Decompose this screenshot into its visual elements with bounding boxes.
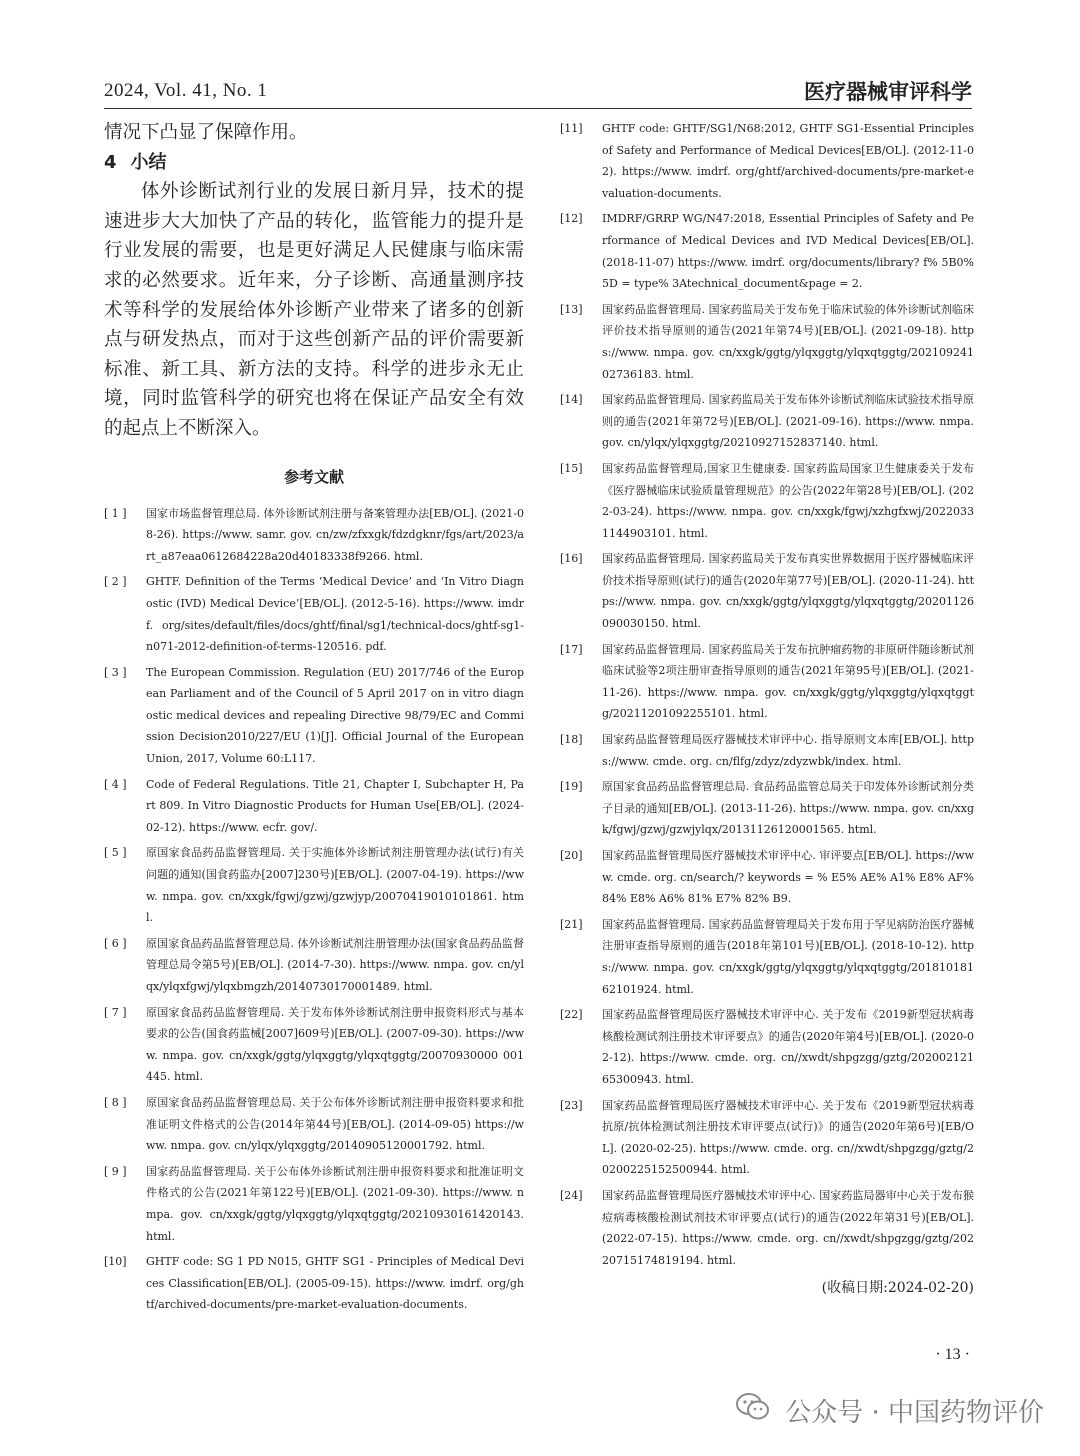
reference-text: IMDRF/GRRP WG/N47:2018, Essential Principles of Safety and Performance of Medical Devices and IVD Medical Devices[EB/OL]. (2018-11-07) https://www. imdrf. org/documents/library? f% 5B0% 5D = type% 3Atechnical_document&page = 2. <box>602 212 974 291</box>
reference-number: [ 8 ] <box>104 1095 127 1109</box>
journal-name: 医疗器械审评科学 <box>804 80 972 104</box>
reference-text: GHTF code: SG 1 PD N015, GHTF SG1 - Principles of Medical Devices Classification[EB/OL]. (2005-09-15). https://www. imdrf. org/ghtf/archived-documents/pre-market-evaluation-documents. <box>146 1255 524 1312</box>
references-list-left <box>104 503 524 1316</box>
continuation-text: 情况下凸显了保障作用。 <box>104 122 308 143</box>
summary-paragraph: 体外诊断试剂行业的发展日新月异，技术的提速进步大大加快了产品的转化，监管能力的提升是行业发展的需要，也是更好满足人民健康与临床需求的必然要求。近年来，分子诊断、高通量测序技术等科学的发展给体外诊断产业带来了诸多的创新点与研发热点，而对于这些创新产品的评价需要新标准、新工具、新方法的支持。科学的进步永无止境，同时监管科学的研究也将在保证产品安全有效的起点上不断深入。 <box>104 181 524 439</box>
reference-item <box>104 1002 524 1088</box>
reference-text: 原国家食品药品监督管理总局. 体外诊断试剂注册管理办法(国家食品药品监督管理总局令第5号)[EB/OL]. (2014-7-30). https://www. nmpa. gov. cn/ylqx/ylqxfgwj/ylqxbmgzh/20140730170001489. html. <box>146 936 524 993</box>
watermark <box>735 1392 1044 1429</box>
reference-number: [ 6 ] <box>104 936 127 950</box>
reference-number: [17] <box>560 642 583 656</box>
reference-text: 国家药品监督管理局医疗器械技术审评中心. 关于发布《2019新型冠状病毒核酸检测试剂注册技术审评要点》的通告(2020年第4号)[EB/OL]. (2020-02-12). https://www. cmde. org. cn//xwdt/shpgzgg/gztg/20200212165300943. html. <box>602 1008 974 1086</box>
journal-issue: 2024, Vol. 41, No. 1 <box>104 80 268 101</box>
reference-item <box>560 548 974 634</box>
reference-item <box>560 389 974 454</box>
reference-text: 国家药品监督管理局医疗器械技术审评中心. 关于发布《2019新型冠状病毒抗原/抗体检测试剂注册技术审评要点(试行)》的通告(2020年第6号)[EB/OL]. (2020-02-25). https://www. cmde. org. cn//xwdt/shpgzgg/gztg/20200225152500944. html. <box>602 1098 974 1177</box>
section-number: 4 <box>104 151 117 173</box>
references-title: 参考文献 <box>283 467 344 486</box>
wechat-icon <box>735 1392 771 1429</box>
reference-item <box>104 1251 524 1316</box>
reference-number: [12] <box>560 212 583 226</box>
left-column <box>104 118 524 1320</box>
reference-item <box>560 639 974 725</box>
reference-number: [ 4 ] <box>104 777 127 791</box>
reference-item <box>104 774 524 839</box>
reference-text: The European Commission. Regulation (EU) 2017/746 of the European Parliament and of the Council of 5 April 2017 on in vitro diagnostic medical devices and repealing Directive 98/79/EC and Commission Decision2010/227/EU (1)[J]. Official Journal of the European Union, 2017, Volume 60:L117. <box>146 665 524 766</box>
reference-text: GHTF code: GHTF/SG1/N68:2012, GHTF SG1-Essential Principles of Safety and Performance of Medical Devices[EB/OL]. (2012-11-02). https://www. imdrf. org/ghtf/archived-documents/pre-market-evaluation-documents. <box>602 122 974 200</box>
references-list-right <box>560 118 974 1271</box>
reference-text: 国家药品监督管理局. 关于公布体外诊断试剂注册申报资料要求和批准证明文件格式的公告(2021年第122号)[EB/OL]. (2021-09-30). https://www. nmpa. gov. cn/xxgk/ggtg/ylqxggtg/ylqxqtggtg/20210930161420143. html. <box>146 1164 524 1243</box>
reference-item <box>560 299 974 385</box>
section-title: 小结 <box>130 151 167 173</box>
reference-number: [18] <box>560 733 583 747</box>
reference-number: [ 9 ] <box>104 1164 127 1178</box>
reference-item <box>560 208 974 294</box>
reference-number: [15] <box>560 461 583 475</box>
reference-item <box>104 933 524 998</box>
right-column <box>560 118 974 1297</box>
reference-number: [16] <box>560 552 583 566</box>
reference-item <box>560 1095 974 1181</box>
reference-text: 原国家食品药品监督管理局. 关于实施体外诊断试剂注册管理办法(试行)有关问题的通知(国食药监办[2007]230号)[EB/OL]. (2007-04-19). https://www. nmpa. gov. cn/xxgk/fgwj/gzwj/gzwjyp/20070419010101861. html. <box>146 846 524 925</box>
reference-text: 原国家食品药品监督管理总局. 食品药品监管总局关于印发体外诊断试剂分类子目录的通知[EB/OL]. (2013-11-26). https://www. nmpa. gov. cn/xxgk/fgwj/gzwj/gzwjylqx/20131126120001565. html. <box>602 780 974 837</box>
reference-item <box>560 845 974 910</box>
section-heading <box>104 148 524 178</box>
reference-number: [21] <box>560 917 583 931</box>
reference-number: [ 7 ] <box>104 1005 127 1019</box>
reference-text: 原国家食品药品监督管理总局. 关于公布体外诊断试剂注册申报资料要求和批准证明文件格式的公告(2014年第44号)[EB/OL]. (2014-09-05) https://www. nmpa. gov. cn/ylqx/ylqxggtg/20140905120001792. html. <box>146 1095 524 1153</box>
reference-number: [11] <box>560 122 583 135</box>
reference-text: 国家药品监督管理局. 国家药监局关于发布免于临床试验的体外诊断试剂临床评价技术指导原则的通告(2021年第74号)[EB/OL]. (2021-09-18). https://www. nmpa. gov. cn/xxgk/ggtg/ylqxggtg/ylqxqtggtg/20210924102736183. html. <box>602 302 974 381</box>
reference-item <box>560 776 974 841</box>
reference-text: 国家药品监督管理局. 国家药监局关于发布体外诊断试剂临床试验技术指导原则的通告(2021年第72号)[EB/OL]. (2021-09-16). https://www. nmpa. gov. cn/ylqx/ylqxggtg/20210927152837140. html. <box>602 393 974 450</box>
reference-number: [ 2 ] <box>104 575 127 589</box>
reference-number: [24] <box>560 1188 583 1202</box>
reference-number: [23] <box>560 1098 583 1112</box>
reference-item <box>104 571 524 657</box>
reference-text: 国家药品监督管理局. 国家药监局关于发布真实世界数据用于医疗器械临床评价技术指导原则(试行)的通告(2020年第77号)[EB/OL]. (2020-11-24). https://www. nmpa. gov. cn/xxgk/ggtg/ylqxggtg/ylqxqtggtg/20201126090030150. html. <box>602 552 974 631</box>
reference-text: 国家药品监督管理局医疗器械技术审评中心. 国家药监局器审中心关于发布猴痘病毒核酸检测试剂技术审评要点(试行)的通告(2022年第31号)[EB/OL]. (2022-07-15). https://www. cmde. org. cn//xwdt/shpgzgg/gztg/20220715174819194. html. <box>602 1188 974 1267</box>
reference-text: GHTF. Definition of the Terms ‘Medical Device’ and ‘In Vitro Diagnostic (IVD) Medical Device’[EB/OL]. (2012-5-16). https://www. imdrf. org/sites/default/files/docs/ghtf/final/sg1/technical-docs/ghtf-sg1-n071-2012-definition-of-terms-120516. pdf. <box>146 575 524 654</box>
reference-text: 国家药品监督管理局医疗器械技术审评中心. 审评要点[EB/OL]. https://www. cmde. org. cn/search/? keywords = % E5% AE% A1% E8% AF% 84% E8% A6% 81% E7% 82% B9. <box>602 849 974 906</box>
reference-text: 国家药品监督管理局. 国家药监局关于发布抗肿瘤药物的非原研伴随诊断试剂临床试验等2项注册审查指导原则的通告(2021年第95号)[EB/OL]. (2021-11-26). https://www. nmpa. gov. cn/xxgk/ggtg/ylqxggtg/ylqxqtggtg/20211201092255101. html. <box>602 642 974 721</box>
reference-item <box>560 729 974 772</box>
reference-number: [19] <box>560 780 583 794</box>
reference-text: Code of Federal Regulations. Title 21, Chapter I, Subchapter H, Part 809. In Vitro Diagnostic Products for Human Use[EB/OL]. (2024-02-12). https://www. ecfr. gov/. <box>146 777 524 834</box>
watermark-text: 公众号 · 中国药物评价 <box>785 1398 1044 1428</box>
header-divider <box>104 108 972 109</box>
reference-text: 国家市场监督管理总局. 体外诊断试剂注册与备案管理办法[EB/OL]. (2021-08-26). https://www. samr. gov. cn/zw/zfxxgk/fdzdgknr/fgs/art/2023/art_a87eaa0612684228a20d40183338f9266. html. <box>146 506 524 563</box>
reference-item <box>104 1092 524 1157</box>
reference-item <box>560 1185 974 1271</box>
page-number: · 13 · <box>935 1346 970 1363</box>
reference-item <box>104 662 524 770</box>
reference-text: 原国家食品药品监督管理局. 关于发布体外诊断试剂注册申报资料形式与基本要求的公告(国食药监械[2007]609号)[EB/OL]. (2007-09-30). https://www. nmpa. gov. cn/xxgk/ggtg/ylqxggtg/ylqxqtggtg/20070930000 001445. html. <box>146 1005 524 1084</box>
reference-text: 国家药品监督管理局. 国家药品监督管理局关于发布用于罕见病防治医疗器械注册审查指导原则的通告(2018年第101号)[EB/OL]. (2018-10-12). https://www. nmpa. gov. cn/xxgk/ggtg/ylqxggtg/ylqxqtggtg/20181018162101924. html. <box>602 917 974 996</box>
reference-text: 国家药品监督管理局医疗器械技术审评中心. 指导原则文本库[EB/OL]. https://www. cmde. org. cn/flfg/zdyz/zdyzwbk/index. html. <box>602 733 974 768</box>
reference-number: [ 3 ] <box>104 665 127 679</box>
reference-text: 国家药品监督管理局,国家卫生健康委. 国家药监局国家卫生健康委关于发布《医疗器械临床试验质量管理规范》的公告(2022年第28号)[EB/OL]. (2022-03-24). https://www. nmpa. gov. cn/xxgk/fgwj/xzhgfxwj/20220331144903101. html. <box>602 461 974 540</box>
reference-number: [20] <box>560 849 583 862</box>
reference-number: [22] <box>560 1008 583 1022</box>
reference-item <box>560 458 974 544</box>
reference-number: [14] <box>560 393 583 407</box>
reference-item <box>104 842 524 928</box>
reference-number: [ 1 ] <box>104 506 127 520</box>
reference-item <box>104 503 524 568</box>
reference-number: [13] <box>560 302 583 316</box>
reference-item <box>104 1161 524 1247</box>
reference-number: [10] <box>104 1255 127 1269</box>
reference-number: [ 5 ] <box>104 846 127 860</box>
reference-item <box>560 914 974 1000</box>
reference-item <box>560 118 974 204</box>
received-date: (收稿日期:2024-02-20) <box>821 1280 974 1297</box>
reference-item <box>560 1004 974 1090</box>
